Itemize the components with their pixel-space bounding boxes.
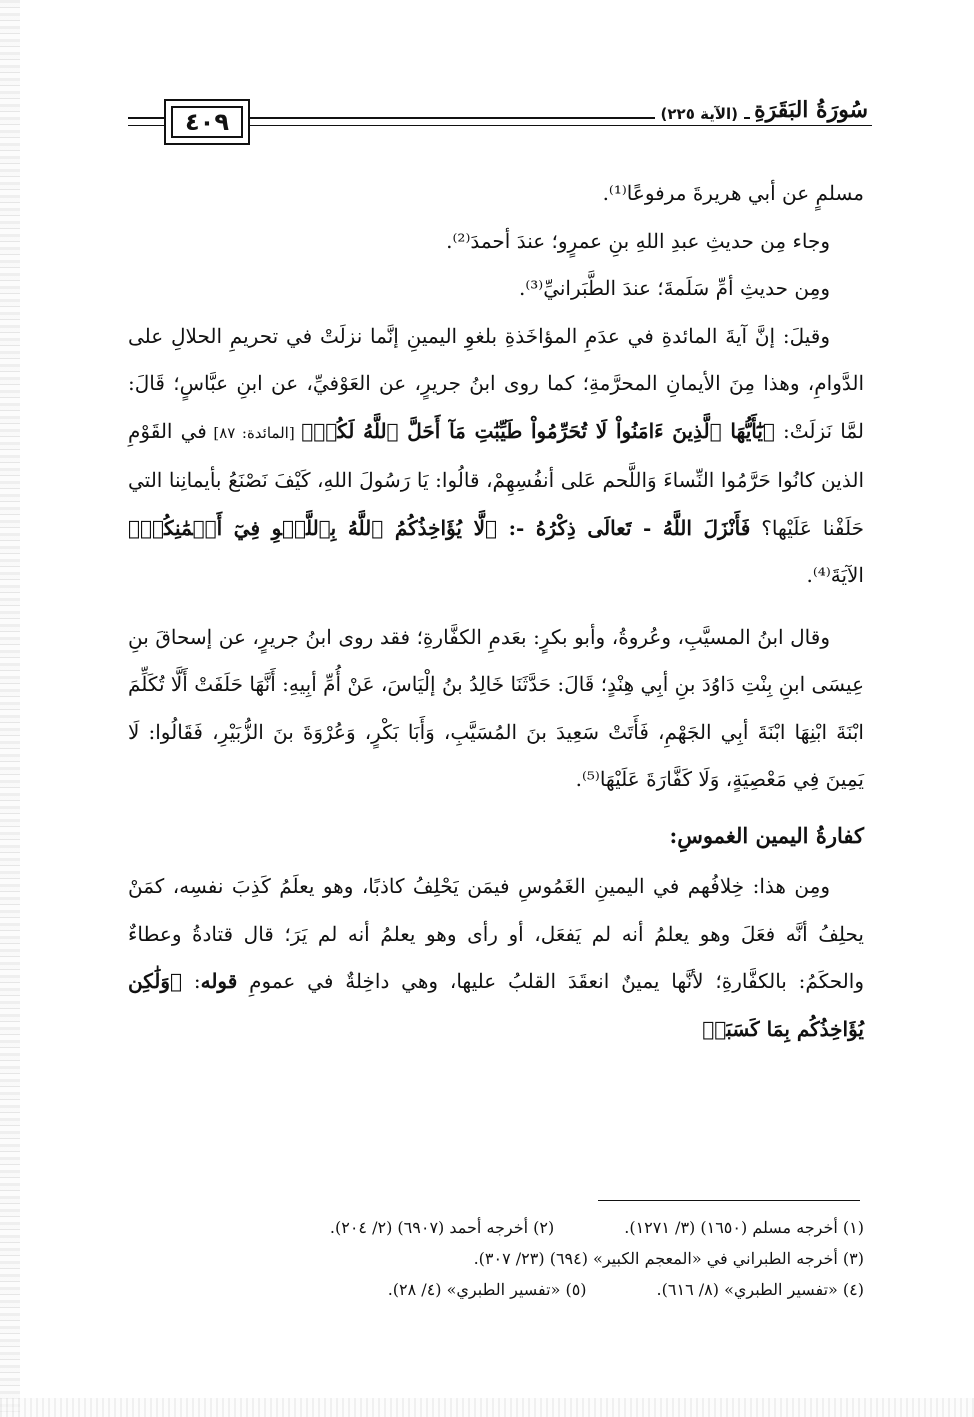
paragraph-6-text-b: قوله bbox=[200, 969, 238, 993]
paragraph-2: وجاء مِن حديثِ عبدِ اللهِ بنِ عمرٍو؛ عندَ أحمدَ⁽²⁾. bbox=[446, 228, 830, 253]
paragraph-1: مسلمٍ عن أبي هريرةَ مرفوعًا⁽¹⁾. bbox=[602, 181, 864, 205]
scan-edge-bottom bbox=[0, 1398, 974, 1417]
page-header bbox=[128, 95, 872, 155]
quran-quote-1: ﴿يَٰٓأَيُّهَا ٱلَّذِينَ ءَامَنُواْ لَا تُحَرِّمُواْ طَيِّبَٰتِ مَآ أَحَلَّ ٱللَّهُ لَكُمۡ﴾ bbox=[301, 418, 775, 443]
quran-quote-2: ﴿لَّا يُؤَاخِذُكُمُ ٱللَّهُ بِٱللَّغۡوِ فِيٓ أَيۡمَٰنِكُمۡ﴾ bbox=[128, 515, 497, 540]
paragraph-4 bbox=[128, 313, 864, 600]
section-heading: كفارةُ اليمين الغموسِ: bbox=[669, 822, 864, 848]
quran-ref-1: [المائدة: ٨٧] bbox=[206, 423, 302, 442]
footnote-row-1 bbox=[128, 1212, 864, 1243]
header-rule-right-bottom bbox=[250, 125, 872, 126]
paragraph-6 bbox=[128, 863, 864, 1053]
paragraph-6-text-c: : bbox=[182, 969, 201, 993]
paragraph-4-text-d: الآيَةَ⁽⁴⁾. bbox=[806, 563, 864, 587]
paragraph-4-text-a: وقيلَ: إنَّ آيةَ المائدةِ في عدَمِ المؤاخَذةِ بلغوِ اليمينِ إنَّما نزلَتْ في تحريمِ الحلالِ على الدَّوامِ، وهذا مِنَ الأيمانِ المحرَّمةِ؛ كما روى ابنُ جريرٍ، عن العَوْفيِّ، عن ابنِ عبَّاسٍ؛ قَالَ: لمَّا نَزلَتْ: bbox=[128, 323, 864, 443]
footnote-row-2 bbox=[128, 1243, 864, 1274]
paragraph-3: ومِن حديثِ أمِّ سَلَمةَ؛ عندَ الطَّبَرانيِّ⁽³⁾. bbox=[518, 276, 830, 300]
footnote-1: (١) أخرجه مسلم (١٦٥٠) (٣/ ١٢٧١). bbox=[624, 1218, 864, 1237]
verse-reference: (الآية ٢٢٥) bbox=[655, 105, 744, 123]
paragraph-4-text-b: في القَوْمِ الذين كانُوا حَرَّمُوا النِّساءَ وَاللَّحم عَلى أنفُسِهِمْ، قالُوا: يَا رَسُولَ اللهِ، كَيْفَ نَصْنَعُ بأيمانِنا التي حَلَفْنا عَلَيْها؟ bbox=[128, 418, 864, 540]
paragraph-6-text-a: ومِن هذا: خِلافُهم في اليمينِ الغَمُوسِ فيمَن يَحْلِفُ كاذبًا، وهو يعلَمُ كَذِبَ نفسِه، كمَنْ يحلِفُ أنَّه فعَلَ وهو يعلمُ أنه لم يَفعَل، أو رأى وهو يعلمُ أنه لم يَرَ؛ قال قتادةُ وعطاءٌ والحكَمُ: بالكفَّارةِ؛ لأنَّها يمينٌ انعقَدَ القلبُ عليها، وهي داخِلةٌ في عمومِ bbox=[128, 874, 864, 993]
main-text bbox=[128, 170, 864, 1053]
surah-title: سُورَةُ البَقَرَةِ bbox=[750, 97, 872, 123]
page-number: ٤٠٩ bbox=[171, 106, 243, 138]
page-number-frame bbox=[164, 99, 250, 145]
footnote-row-3 bbox=[128, 1274, 864, 1305]
footnotes bbox=[128, 1212, 864, 1305]
header-rule-left-bottom bbox=[128, 125, 164, 126]
footnote-separator bbox=[598, 1200, 860, 1201]
paragraph-5: وقال ابنُ المسيَّبِ، وعُروةُ، وأبو بكرٍ: بعَدمِ الكفَّارةِ؛ فقد روى ابنُ جريرٍ، عن إسحاقَ بنِ عِيسَى ابنِ بِنْتِ دَاوُدَ بنِ أبِي هِنْدٍ؛ قَالَ: حَدَّثَنَا خَالِدُ بنُ إلْيَاسَ، عَنْ أُمِّ أبِيهِ: أَنَّهَا حَلَفَتْ أَلَّا تُكَلِّمَ ابْنَةَ ابْنِهَا ابْنَةَ أبِي الجَهْمِ، فَأَتَتْ سَعِيدَ بنَ المُسَيَّبِ، وَأَبَا بَكْرٍ، وَعُرْوَةَ بنَ الزُّبَيْرِ، فَقَالُوا: لَا يَمِينَ فِي مَعْصِيَةٍ، وَلَا كَفَّارَةَ عَلَيْهَا⁽⁵⁾. bbox=[128, 624, 864, 791]
quran-quote-3: ﴿وَلَٰكِن يُؤَاخِذُكُم بِمَا كَسَبَتۡ bbox=[128, 969, 864, 1041]
footnote-5: (٥) «تفسير الطبري» (٤/ ٢٨). bbox=[387, 1280, 587, 1299]
header-rule-left-top bbox=[128, 117, 164, 119]
scan-edge-left bbox=[0, 0, 20, 1417]
footnote-4: (٤) «تفسير الطبري» (٨/ ٦١٦). bbox=[656, 1280, 864, 1299]
footnote-3: (٣) أخرجه الطبراني في «المعجم الكبير» (٦٩٤) (٢٣/ ٣٠٧). bbox=[473, 1249, 864, 1268]
footnote-2: (٢) أخرجه أحمد (٦٩٠٧) (٢/ ٢٠٤). bbox=[329, 1218, 555, 1237]
paragraph-4-text-c: فَأَنْزَلَ اللَّهُ - تَعالَى ذِكْرُهُ -: bbox=[496, 515, 751, 540]
